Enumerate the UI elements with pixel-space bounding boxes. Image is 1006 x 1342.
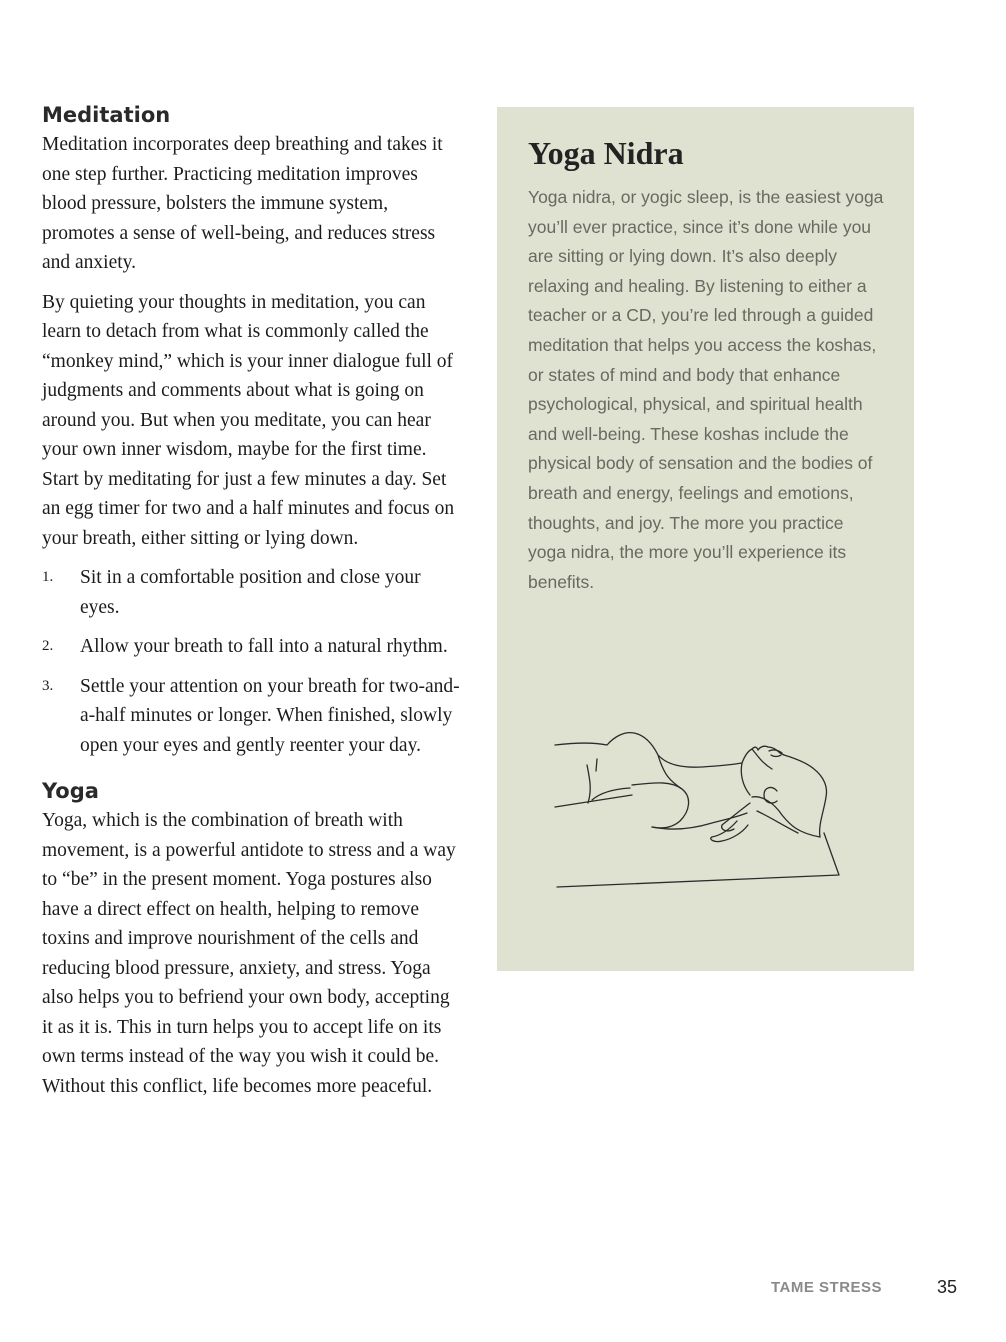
meditation-paragraph-2: By quieting your thoughts in meditation, you can learn to detach from what is commonly called the “monkey mind,” which is your inner dialogue full of judgments and comments about what is going on around you. But when you meditate, you can hear your own inner wisdom, maybe for the first time. Start by meditating for just a few minutes a day. Set an egg timer for two and a half minutes and focus on your breath, either sitting or lying down. (42, 291, 455, 549)
list-item (42, 563, 462, 622)
yoga-nidra-sidebar (497, 107, 914, 971)
main-column (42, 100, 462, 1111)
page-number: 35 (937, 1277, 958, 1297)
step-number: 2. (42, 638, 54, 654)
footer-section-label: TAME STRESS (771, 1279, 883, 1296)
step-text: Settle your attention on your breath for two-and-a-half minutes or longer. When finished, slowly open your eyes and gently reenter your day. (80, 675, 460, 756)
step-number: 3. (42, 677, 54, 694)
yoga-heading: Yoga (42, 779, 99, 803)
step-text: Sit in a comfortable position and close your eyes. (80, 567, 421, 618)
list-item (42, 672, 462, 761)
woman-lying-on-mat-illustration (552, 725, 852, 895)
step-text: Allow your breath to fall into a natural rhythm. (80, 636, 448, 657)
sidebar-title: Yoga Nidra (528, 135, 684, 171)
meditation-heading: Meditation (42, 103, 171, 127)
meditation-paragraph-1: Meditation incorporates deep breathing and takes it one step further. Practicing meditation improves blood pressure, bolsters the immune system, promotes a sense of well-being, and reduces stress and anxiety. (42, 134, 443, 273)
step-number: 1. (42, 569, 54, 585)
sidebar-text: Yoga nidra, or yogic sleep, is the easiest yoga you’ll ever practice, since it’s done while you are sitting or lying down. It’s also deeply relaxing and healing. By listening to either a teacher or a CD, you’re led through a guided meditation that helps you access the koshas, or states of mind and body that enhance psychological, physical, and spiritual health and well-being. These koshas include the physical body of sensation and the bodies of breath and energy, feelings and emotions, thoughts, and joy. The more you practice yoga nidra, the more you’ll experience its benefits. (528, 187, 884, 592)
list-item (42, 632, 462, 662)
meditation-steps-list (42, 563, 462, 760)
yoga-paragraph: Yoga, which is the combination of breath with movement, is a powerful antidote to stress and a way to “be” in the present moment. Yoga postures also have a direct effect on health, helping to remove toxins and improve nourishment of the cells and reducing blood pressure, anxiety, and stress. Yoga also helps you to befriend your own body, accepting it as it is. This in turn helps you to accept life on its own terms instead of the way you wish it could be. Without this conflict, life becomes more peaceful. (42, 810, 456, 1097)
